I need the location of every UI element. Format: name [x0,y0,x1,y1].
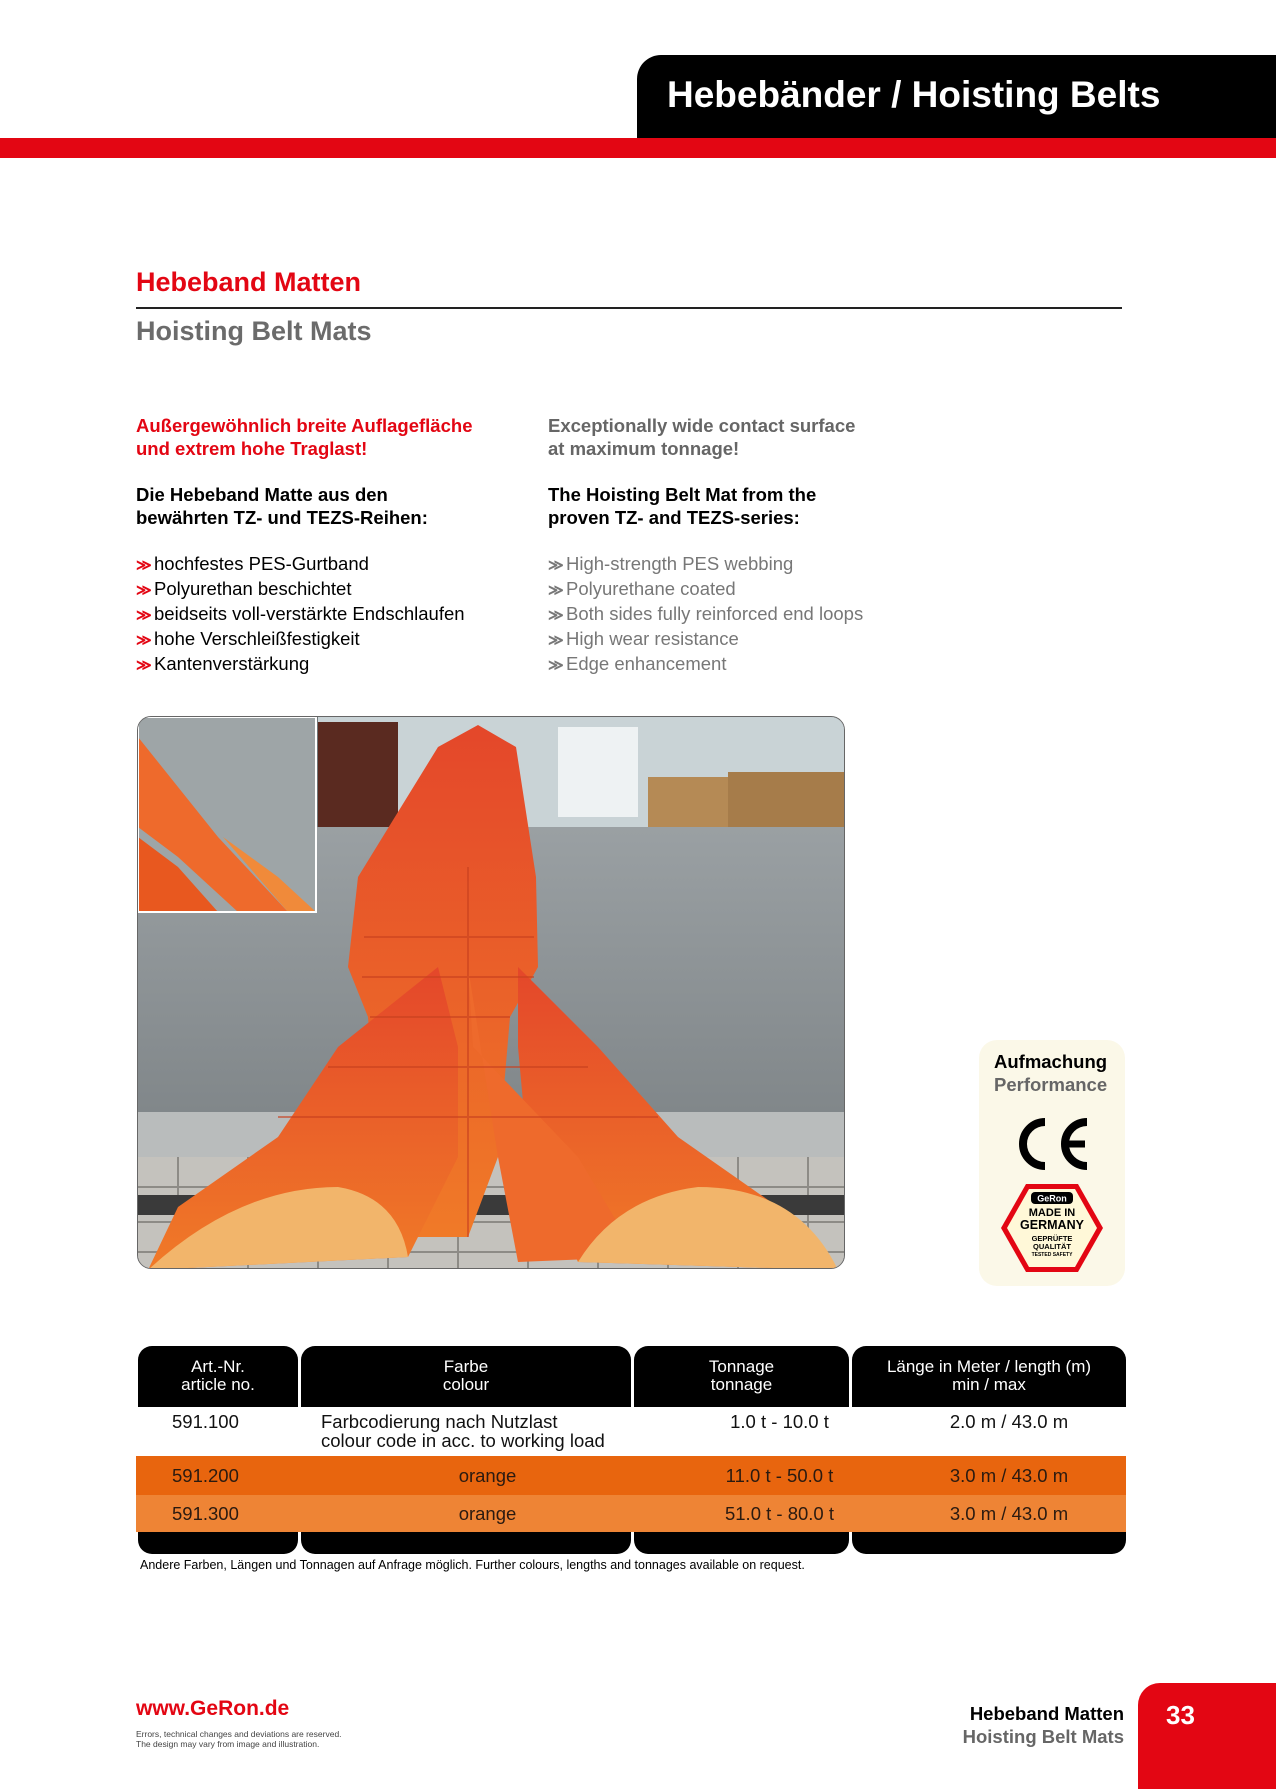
bullet-icon: ≫ [136,632,152,649]
feature-item [548,627,948,652]
cell-colour: orange [458,1465,517,1486]
cell-tonnage: 11.0 t - 50.0 t [725,1465,834,1486]
table-footer-bar [852,1532,1126,1554]
table-row [136,1495,1126,1532]
feature-item [136,602,536,627]
intro-column-de [136,414,536,677]
header-label-de: Länge in Meter / length (m) [886,1357,1092,1376]
bullet-icon: ≫ [548,582,564,599]
feature-item [548,552,948,577]
feature-item [548,577,948,602]
table-header-article [138,1346,298,1407]
bullet-icon: ≫ [548,657,564,674]
cell-article: 591.300 [172,1503,239,1524]
page-header-title: Hebebänder / Hoisting Belts [667,74,1161,115]
performance-title-de: Aufmachung [994,1051,1108,1072]
bullet-icon: ≫ [548,632,564,649]
feature-item [548,652,948,677]
bullet-icon: ≫ [548,607,564,624]
feature-text: hochfestes PES-Gurtband [154,553,369,574]
performance-title-en: Performance [994,1074,1108,1095]
feature-text: hohe Verschleißfestigkeit [154,628,360,649]
bullet-icon: ≫ [136,657,152,674]
disclaimer [136,1729,342,1749]
cell-tonnage: 1.0 t - 10.0 t [730,1411,829,1432]
sub-text-en [548,483,948,529]
header-label-en: tonnage [710,1375,773,1394]
feature-text: Polyurethan beschichtet [154,578,352,599]
feature-item [136,552,536,577]
cell-length: 3.0 m / 43.0 m [949,1503,1069,1524]
table-row [136,1456,1126,1495]
cell-colour: orange [458,1503,517,1524]
header-label-en: colour [442,1375,490,1394]
product-photo [137,716,845,1269]
feature-item [136,627,536,652]
disclaimer-line-2: The design may vary from image and illustration. [136,1739,320,1749]
feature-text: Kantenverstärkung [154,653,310,674]
header-label-en: article no. [181,1375,255,1394]
table-footer-bar [138,1532,298,1554]
made-in-germany-seal-icon [999,1182,1105,1274]
feature-text: Both sides fully reinforced end loops [566,603,864,624]
cell-length: 2.0 m / 43.0 m [949,1411,1069,1432]
table-footer-bar [301,1532,631,1554]
colour-line-de: Farbcodierung nach Nutzlast [321,1411,558,1432]
feature-item [136,577,536,602]
bullet-icon: ≫ [136,557,152,574]
page-number: 33 [1166,1700,1195,1730]
seal-line-1: MADE IN [1028,1207,1076,1219]
sub-line-1: The Hoisting Belt Mat from the [548,484,817,505]
ce-mark-icon [1011,1116,1091,1172]
seal-brand: GeRon [1037,1193,1067,1204]
colour-line-en: colour code in acc. to working load [321,1430,605,1451]
header-red-bar [0,138,1276,158]
table-note: Andere Farben, Längen und Tonnagen auf Anfrage möglich. Further colours, lengths and tonnages available on request. [140,1558,805,1572]
lead-line-1: Außergewöhnlich breite Auflagefläche [136,415,473,436]
lead-line-1: Exceptionally wide contact surface [548,415,856,436]
feature-text: Edge enhancement [566,653,727,674]
bullet-icon: ≫ [136,582,152,599]
cell-article: 591.100 [172,1411,239,1432]
seal-line-2: GERMANY [1020,1218,1084,1232]
feature-list-de [136,552,536,677]
performance-box [979,1040,1125,1286]
bullet-icon: ≫ [548,557,564,574]
header-label-de: Farbe [443,1357,489,1376]
lead-text-de [136,414,536,460]
seal-line-5: TESTED SAFETY [1031,1252,1073,1258]
table-header-colour [301,1346,631,1407]
feature-text: High wear resistance [566,628,739,649]
seal-line-4: QUALITÄT [1033,1242,1071,1251]
table-footer-bar [634,1532,849,1554]
product-illustration [138,717,845,1269]
header-label-de: Art.-Nr. [191,1357,245,1376]
feature-text: beidseits voll-verstärkte Endschlaufen [154,603,465,624]
feature-text: Polyurethane coated [566,578,736,599]
header-label-de: Tonnage [708,1357,775,1376]
feature-list-en [548,552,948,677]
footer-section-de: Hebeband Matten [969,1703,1124,1724]
feature-item [136,652,536,677]
section-title-en: Hoisting Belt Mats [136,316,372,346]
page-number-tab [1138,1683,1276,1789]
table-header-length [852,1346,1126,1407]
cell-tonnage: 51.0 t - 80.0 t [724,1503,834,1524]
disclaimer-line-1: Errors, technical changes and deviations are reserved. [136,1729,342,1739]
lead-line-2: und extrem hohe Traglast! [136,438,368,459]
footer-section-en: Hoisting Belt Mats [962,1726,1124,1747]
table-header-tonnage [634,1346,849,1407]
cell-colour [321,1412,654,1450]
bullet-icon: ≫ [136,607,152,624]
table-row [136,1409,1126,1456]
intro-column-en [548,414,948,677]
cell-article: 591.200 [172,1465,239,1486]
sub-line-1: Die Hebeband Matte aus den [136,484,388,505]
sub-text-de [136,483,536,529]
feature-item [548,602,948,627]
website-link[interactable]: www.GeRon.de [136,1697,290,1720]
sub-line-2: proven TZ- and TEZS-series: [548,507,800,528]
sub-line-2: bewährten TZ- und TEZS-Reihen: [136,507,428,528]
cell-length: 3.0 m / 43.0 m [949,1465,1069,1486]
feature-text: High-strength PES webbing [566,553,794,574]
lead-text-en [548,414,948,460]
header-label-en: min / max [952,1375,1026,1394]
seal-line-3: GEPRÜFTE [1031,1234,1073,1243]
title-divider [136,307,1122,309]
section-title-de: Hebeband Matten [136,267,362,297]
lead-line-2: at maximum tonnage! [548,438,740,459]
